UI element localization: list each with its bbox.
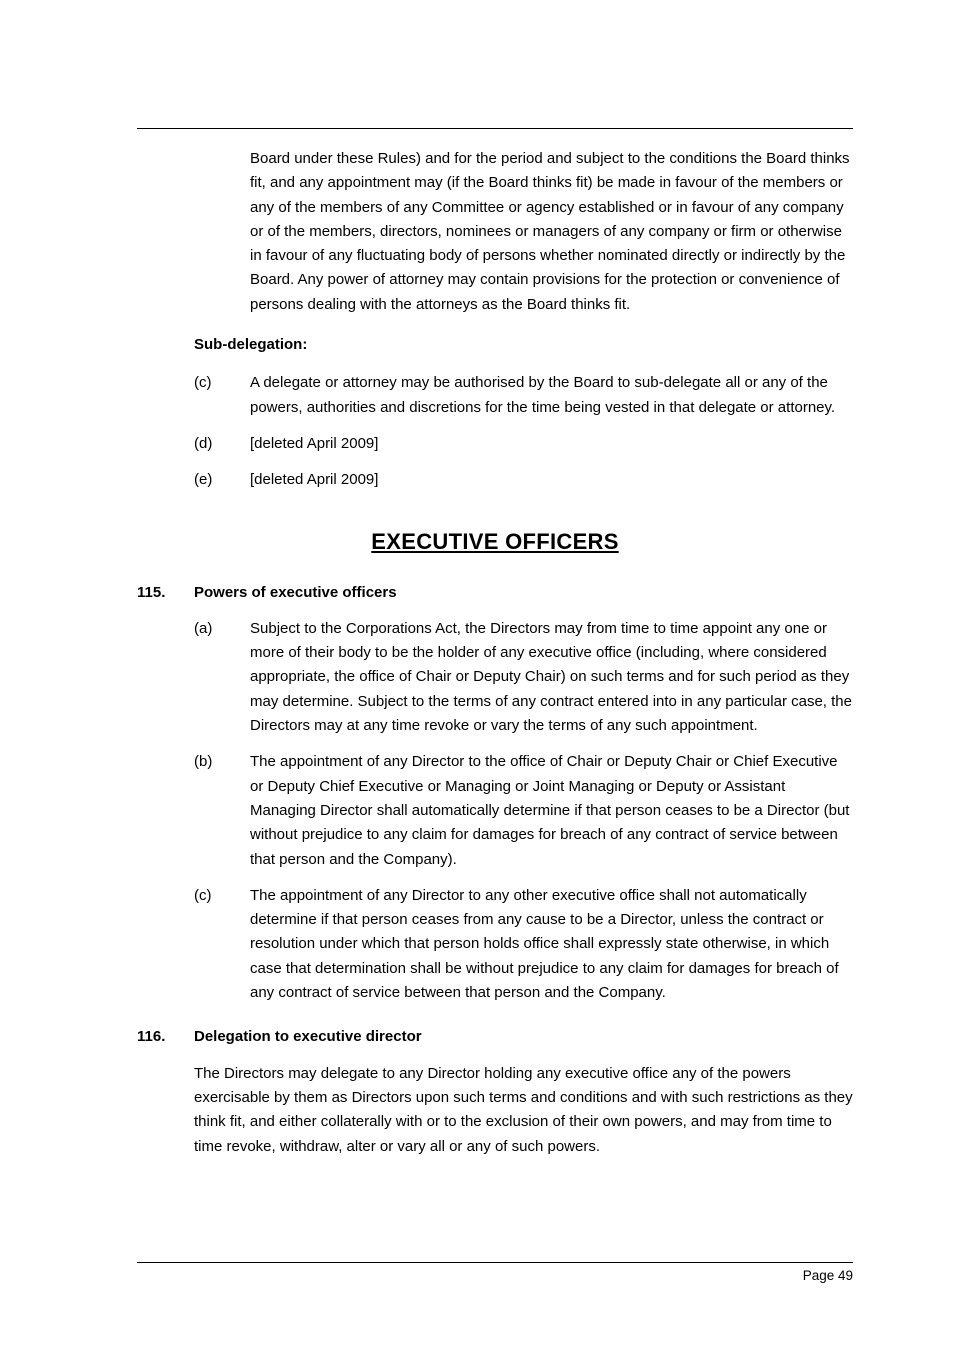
- clause-item-text: A delegate or attorney may be authorised by the Board to sub-delegate all or any of the powers, authorities and discretions for the time being vested in that delegate or attorney.: [250, 374, 836, 416]
- clause-item-label: (b): [194, 753, 213, 771]
- clause-item-label: (c): [194, 374, 212, 392]
- clause-number: 115.: [137, 583, 166, 601]
- clause-item: [194, 750, 853, 871]
- header-divider: [137, 128, 853, 129]
- clause-item-text: [deleted April 2009]: [250, 471, 379, 489]
- footer-divider: [137, 1262, 853, 1263]
- clause-number: 116.: [137, 1028, 166, 1046]
- page-content: [137, 128, 853, 1159]
- clause-115-heading: [137, 581, 853, 605]
- clause-item-label: (d): [194, 434, 213, 452]
- clause-item-label: (c): [194, 886, 212, 904]
- continued-paragraph: Board under these Rules) and for the period and subject to the conditions the Board thinks fit, and any appointment may (if the Board thinks fit) be made in favour of the members or any of the members of any Committee or agency established or in favour of any company or of the members, directors, nominees or managers of any company or firm or otherwise in favour of any fluctuating body of persons whether nominated directly or indirectly by the Board. Any power of attorney may contain provisions for the protection or convenience of persons dealing with the attorneys as the Board thinks fit.: [250, 150, 850, 313]
- section-heading: EXECUTIVE OFFICERS: [371, 528, 619, 554]
- clause-116-heading: [137, 1025, 853, 1049]
- clause-116-body: The Directors may delegate to any Director holding any executive office any of the powers exercisable by them as Directors upon such terms and conditions and with such restrictions as they think fit, and either collaterally with or to the exclusion of their own powers, and may from time to time revoke, withdraw, alter or vary all or any of such powers.: [194, 1064, 853, 1155]
- clause-item-text: The appointment of any Director to any other executive office shall not automatically determine if that person ceases from any cause to be a Director, unless the contract or resolution under which that person holds office shall expressly state otherwise, in which case that determination shall be without prejudice to any claim for damages for breach of any contract of service between that person and the Company.: [250, 886, 839, 1002]
- clause-item: [194, 884, 853, 1005]
- clause-item-text: [deleted April 2009]: [250, 434, 379, 452]
- clause-title: Powers of executive officers: [194, 583, 397, 601]
- clause-item: [194, 468, 853, 492]
- sub-delegation-heading: Sub-delegation:: [194, 336, 308, 354]
- clause-item: [194, 432, 853, 456]
- clause-item-text: The appointment of any Director to the office of Chair or Deputy Chair or Chief Executive or Deputy Chief Executive or Managing or Joint Managing or Deputy or Assistant Managing Director shall automatically determine if that person ceases to be a Director (but without prejudice to any claim for damages for breach of any contract of service between that person and the Company).: [250, 753, 850, 868]
- clause-item-text: Subject to the Corporations Act, the Directors may from time to time appoint any one or more of their body to be the holder of any executive office (including, where considered appropriate, the office of Chair or Deputy Chair) on such terms and for such period as they may determine. Subject to the terms of any contract entered into in any particular case, the Directors may at any time revoke or vary the terms of any such appointment.: [250, 619, 852, 735]
- clause-item-label: (a): [194, 619, 213, 637]
- page-number: Page 49: [802, 1268, 853, 1283]
- clause-item: [194, 617, 853, 738]
- clause-item: [194, 371, 853, 420]
- clause-title: Delegation to executive director: [194, 1028, 422, 1046]
- clause-item-label: (e): [194, 471, 213, 489]
